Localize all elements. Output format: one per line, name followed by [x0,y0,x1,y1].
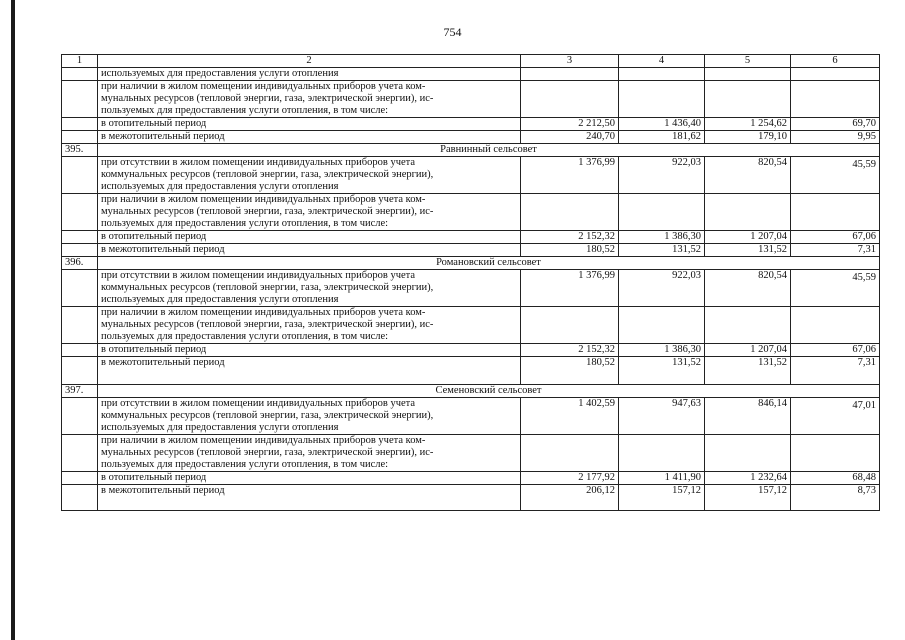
section-header-row [62,257,880,270]
value-cell: 1 411,90 [619,472,705,485]
value-cell: 69,70 [791,118,880,131]
value-cell: 157,12 [705,485,791,511]
value-cell: 1 386,30 [619,344,705,357]
table-row [62,485,880,511]
value-cell: 67,06 [791,231,880,244]
section-header-row [62,385,880,398]
value-cell: 922,03 [619,157,705,194]
page-number: 754 [443,25,462,39]
table-row [62,398,880,435]
row-description: при отсутствии в жилом помещении индивидуальных приборов учета коммунальных ресурсов (тепловой энергии, газа, электрической энергии), используемых для предоставления услуги отопления [98,398,521,435]
value-cell: 45,59 [791,157,880,194]
table-row [62,307,880,344]
column-header: 1 [62,55,98,68]
row-description: при отсутствии в жилом помещении индивидуальных приборов учета коммунальных ресурсов (тепловой энергии, газа, электрической энергии), используемых для предоставления услуги отопления [98,270,521,307]
value-cell: 820,54 [705,270,791,307]
value-cell: 7,31 [791,357,880,385]
value-cell: 181,62 [619,131,705,144]
value-cell: 1 376,99 [521,157,619,194]
value-cell: 1 376,99 [521,270,619,307]
value-cell: 820,54 [705,157,791,194]
row-description: в межотопительный период [98,131,521,144]
section-title: Романовский сельсовет [98,257,880,270]
table-row [62,357,880,385]
value-cell: 1 386,30 [619,231,705,244]
table-header-row [62,55,880,68]
value-cell: 2 152,32 [521,344,619,357]
table-row [62,472,880,485]
section-title: Равнинный сельсовет [98,144,880,157]
value-cell: 922,03 [619,270,705,307]
table-row [62,244,880,257]
table-row [62,131,880,144]
section-index: 397. [62,385,98,398]
table-row [62,81,880,118]
section-index: 395. [62,144,98,157]
tariff-table [61,54,880,511]
value-cell: 179,10 [705,131,791,144]
value-cell: 180,52 [521,357,619,385]
value-cell: 846,14 [705,398,791,435]
value-cell: 1 254,62 [705,118,791,131]
row-description: в отопительный период [98,231,521,244]
row-description: в межотопительный период [98,357,521,385]
value-cell: 240,70 [521,131,619,144]
section-title: Семеновский сельсовет [98,385,880,398]
value-cell: 131,52 [705,357,791,385]
table-row [62,270,880,307]
column-header: 3 [521,55,619,68]
row-description: при наличии в жилом помещении индивидуальных приборов учета ком- мунальных ресурсов (тепловой энергии, газа, электрической энергии), ис- пользуемых для предоставления услуги отопления, в том числе: [98,307,521,344]
table-row [62,435,880,472]
column-header: 5 [705,55,791,68]
value-cell: 45,59 [791,270,880,307]
row-description: используемых для предоставления услуги отопления [98,68,521,81]
value-cell: 157,12 [619,485,705,511]
value-cell: 47,01 [791,398,880,435]
value-cell: 206,12 [521,485,619,511]
table-row [62,344,880,357]
row-description: при наличии в жилом помещении индивидуальных приборов учета ком- мунальных ресурсов (тепловой энергии, газа, электрической энергии), ис- пользуемых для предоставления услуги отопления, в том числе: [98,194,521,231]
page-edge-bar [11,0,15,640]
value-cell: 131,52 [619,357,705,385]
value-cell: 1 232,64 [705,472,791,485]
column-header: 4 [619,55,705,68]
row-description: в межотопительный период [98,244,521,257]
row-description: в отопительный период [98,344,521,357]
value-cell: 180,52 [521,244,619,257]
row-description: в отопительный период [98,472,521,485]
table-row [62,157,880,194]
section-index: 396. [62,257,98,270]
table-row [62,231,880,244]
row-description: при наличии в жилом помещении индивидуальных приборов учета ком- мунальных ресурсов (тепловой энергии, газа, электрической энергии), ис- пользуемых для предоставления услуги отопления, в том числе: [98,81,521,118]
row-description: в межотопительный период [98,485,521,511]
value-cell: 2 212,50 [521,118,619,131]
column-header: 6 [791,55,880,68]
row-description: при отсутствии в жилом помещении индивидуальных приборов учета коммунальных ресурсов (тепловой энергии, газа, электрической энергии), используемых для предоставления услуги отопления [98,157,521,194]
column-header: 2 [98,55,521,68]
value-cell: 131,52 [619,244,705,257]
row-description: в отопительный период [98,118,521,131]
section-header-row [62,144,880,157]
value-cell: 1 207,04 [705,231,791,244]
table-row [62,194,880,231]
value-cell: 8,73 [791,485,880,511]
value-cell: 131,52 [705,244,791,257]
value-cell: 7,31 [791,244,880,257]
row-description: при наличии в жилом помещении индивидуальных приборов учета ком- мунальных ресурсов (тепловой энергии, газа, электрической энергии), ис- пользуемых для предоставления услуги отопления, в том числе: [98,435,521,472]
value-cell: 67,06 [791,344,880,357]
value-cell: 1 207,04 [705,344,791,357]
value-cell: 2 177,92 [521,472,619,485]
value-cell: 2 152,32 [521,231,619,244]
value-cell: 9,95 [791,131,880,144]
value-cell: 1 436,40 [619,118,705,131]
value-cell: 68,48 [791,472,880,485]
value-cell: 947,63 [619,398,705,435]
value-cell: 1 402,59 [521,398,619,435]
table-row [62,68,880,81]
table-row [62,118,880,131]
